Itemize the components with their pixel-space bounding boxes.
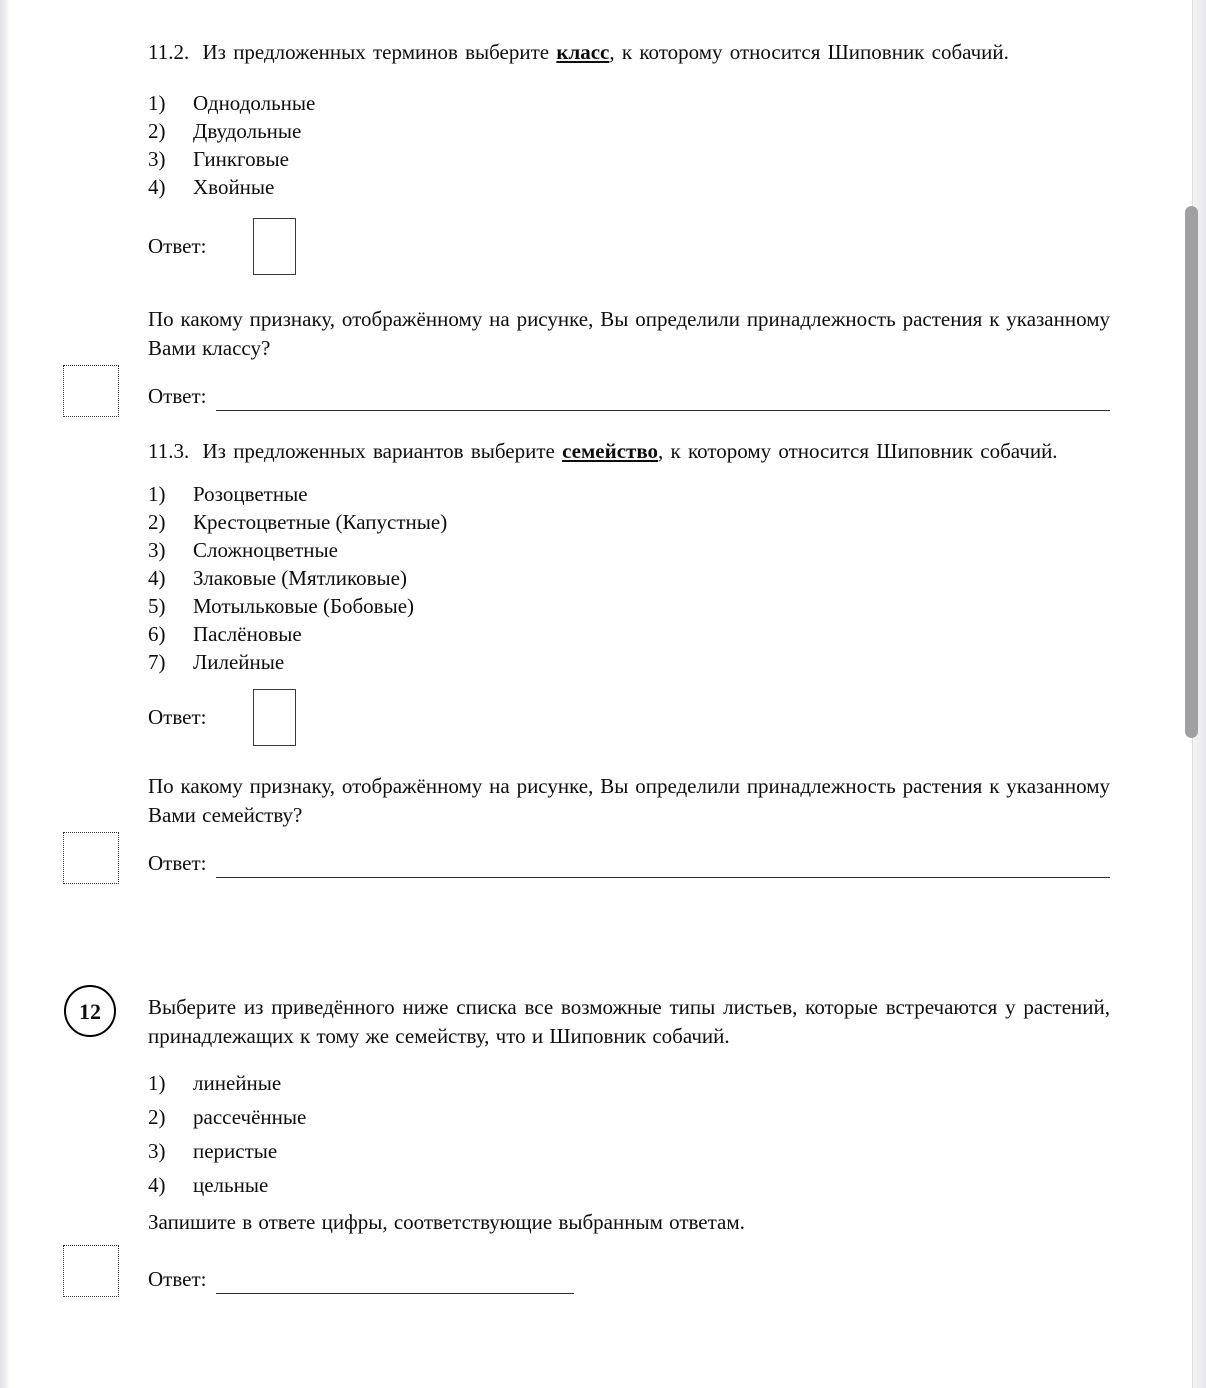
option-label: рассечённые <box>193 1105 307 1129</box>
followup-question-11-2: По какому признаку, отображённому на рисунке, Вы определили принадлежность растения к указанному Вами классу? <box>148 307 1110 360</box>
answer-write-line <box>216 382 1110 411</box>
question-12-number-badge: 12 <box>64 985 116 1037</box>
answer-box-row-11-3 <box>148 689 1110 746</box>
option-number: 3) <box>148 147 166 171</box>
option-number: 1) <box>148 91 166 115</box>
question-11-2-text-suffix: , к которому относится Шиповник собачий. <box>609 40 1009 64</box>
option-number: 3) <box>148 538 166 562</box>
score-box <box>63 1245 119 1297</box>
option-label: Крестоцветные (Капустные) <box>193 510 448 534</box>
option-item <box>148 480 1110 508</box>
option-item <box>148 508 1110 536</box>
option-number: 4) <box>148 1173 166 1197</box>
answer-label: Ответ: <box>148 705 207 729</box>
option-number: 7) <box>148 650 166 674</box>
score-box <box>63 832 119 884</box>
option-label: цельные <box>193 1173 269 1197</box>
option-label: Однодольные <box>193 91 316 115</box>
option-label: Гинкговые <box>193 147 289 171</box>
question-11-3-title <box>148 437 1110 466</box>
answer-box-row-11-2 <box>148 218 1110 275</box>
question-11-3-text: Из предложенных вариантов выберите <box>202 439 555 463</box>
answer-input-box <box>253 218 296 275</box>
option-number: 2) <box>148 510 166 534</box>
answer-write-line <box>216 849 1110 878</box>
option-label: Мотыльковые (Бобовые) <box>193 594 415 618</box>
question-11-2-number: 11.2. <box>148 40 190 64</box>
option-label: Хвойные <box>193 175 275 199</box>
option-item <box>148 173 1110 201</box>
question-11-3-keyword: семейство <box>562 439 659 463</box>
question-11-2-text: Из предложенных терминов выберите <box>202 40 550 64</box>
option-number: 2) <box>148 119 166 143</box>
option-item <box>148 564 1110 592</box>
answer-line-row-11-2 <box>148 382 1110 411</box>
option-number: 1) <box>148 1071 166 1095</box>
option-item <box>148 1103 1110 1132</box>
question-12-text: Выберите из приведённого ниже списка все возможные типы листьев, которые встречаются у растений, принадлежащих к тому же семейству, что и Шиповник собачий. <box>148 995 1110 1048</box>
option-item <box>148 536 1110 564</box>
option-number: 6) <box>148 622 166 646</box>
answer-label: Ответ: <box>148 234 207 258</box>
options-list-11-2 <box>148 89 1110 201</box>
answer-label: Ответ: <box>148 384 207 408</box>
question-12 <box>79 985 1110 1051</box>
option-number: 4) <box>148 175 166 199</box>
question-11-3-number: 11.3. <box>148 439 190 463</box>
option-label: линейные <box>193 1071 282 1095</box>
answer-label: Ответ: <box>148 1267 207 1291</box>
option-label: Лилейные <box>193 650 285 674</box>
option-item <box>148 145 1110 173</box>
options-list-11-3 <box>148 480 1110 676</box>
score-box <box>63 365 119 417</box>
option-item <box>148 89 1110 117</box>
question-11-3-text-suffix: , к которому относится Шиповник собачий. <box>658 439 1058 463</box>
option-label: Двудольные <box>193 119 302 143</box>
followup-question-11-3: По какому признаку, отображённому на рисунке, Вы определили принадлежность растения к указанному Вами семейству? <box>148 774 1110 827</box>
option-label: перистые <box>193 1139 278 1163</box>
option-number: 5) <box>148 594 166 618</box>
question-11-2-title <box>148 38 1110 67</box>
question-12-instruction: Запишите в ответе цифры, соответствующие выбранным ответам. <box>148 1210 745 1234</box>
answer-label: Ответ: <box>148 851 207 875</box>
option-label: Сложноцветные <box>193 538 338 562</box>
options-list-12 <box>148 1069 1110 1200</box>
option-label: Розоцветные <box>193 482 308 506</box>
option-number: 2) <box>148 1105 166 1129</box>
answer-input-box <box>253 689 296 746</box>
option-item <box>148 620 1110 648</box>
answer-write-line <box>216 1265 574 1294</box>
answer-line-row-12 <box>148 1265 1110 1294</box>
option-item <box>148 648 1110 676</box>
option-number: 1) <box>148 482 166 506</box>
option-number: 3) <box>148 1139 166 1163</box>
answer-line-row-11-3 <box>148 849 1110 878</box>
option-item <box>148 1137 1110 1166</box>
question-11-2-keyword: класс <box>556 40 610 64</box>
option-label: Паслёновые <box>193 622 302 646</box>
option-number: 4) <box>148 566 166 590</box>
option-label: Злаковые (Мятликовые) <box>193 566 407 590</box>
option-item <box>148 1171 1110 1200</box>
option-item <box>148 117 1110 145</box>
option-item <box>148 592 1110 620</box>
option-item <box>148 1069 1110 1098</box>
